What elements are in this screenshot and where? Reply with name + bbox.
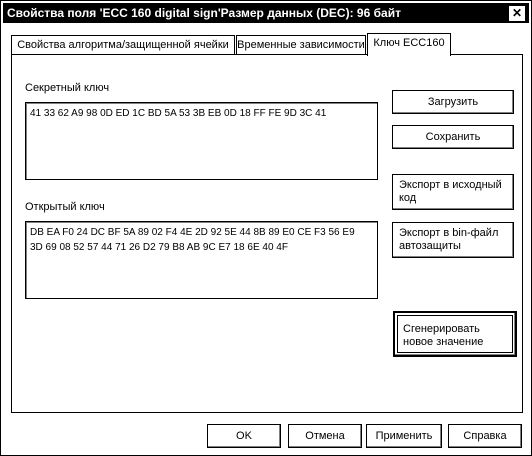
cancel-button[interactable]: Отмена xyxy=(288,424,362,448)
load-button[interactable]: Загрузить xyxy=(392,90,514,114)
tab-algorithm-properties[interactable]: Свойства алгоритма/защищенной ячейки xyxy=(11,35,235,55)
generate-new-value-button[interactable]: Сгенерировать новое значение xyxy=(393,311,517,357)
window-title: Свойства поля 'ECC 160 digital sign'Размер данных (DEC): 96 байт xyxy=(7,6,401,20)
tab-time-dependencies[interactable]: Временные зависимости xyxy=(236,35,366,55)
export-bin-button[interactable]: Экспорт в bin-файл автозащиты xyxy=(392,222,514,258)
save-button[interactable]: Сохранить xyxy=(392,125,514,149)
close-icon[interactable]: ✕ xyxy=(509,6,525,21)
export-source-button[interactable]: Экспорт в исходный код xyxy=(392,174,514,210)
tab-ecc160-key[interactable]: Ключ ECC160 xyxy=(367,33,451,56)
secret-key-field[interactable]: 41 33 62 A9 98 0D ED 1C BD 5A 53 3B EB 0D 18 FF FE 9D 3C 41 xyxy=(25,102,378,180)
public-key-field[interactable]: DB EA F0 24 DC BF 5A 89 02 F4 4E 2D 92 5E 44 8B 89 E0 CE F3 56 E9 3D 69 08 52 57 44 71 26 D2 79 B8 AB 9C E7 18 6E 40 4F xyxy=(25,221,378,299)
ok-button[interactable]: OK xyxy=(207,424,281,448)
help-button[interactable]: Справка xyxy=(448,424,522,448)
title-bar[interactable] xyxy=(3,3,529,23)
secret-key-label: Секретный ключ xyxy=(25,82,110,94)
apply-button[interactable]: Применить xyxy=(366,424,442,448)
public-key-label: Открытый ключ xyxy=(25,201,105,213)
